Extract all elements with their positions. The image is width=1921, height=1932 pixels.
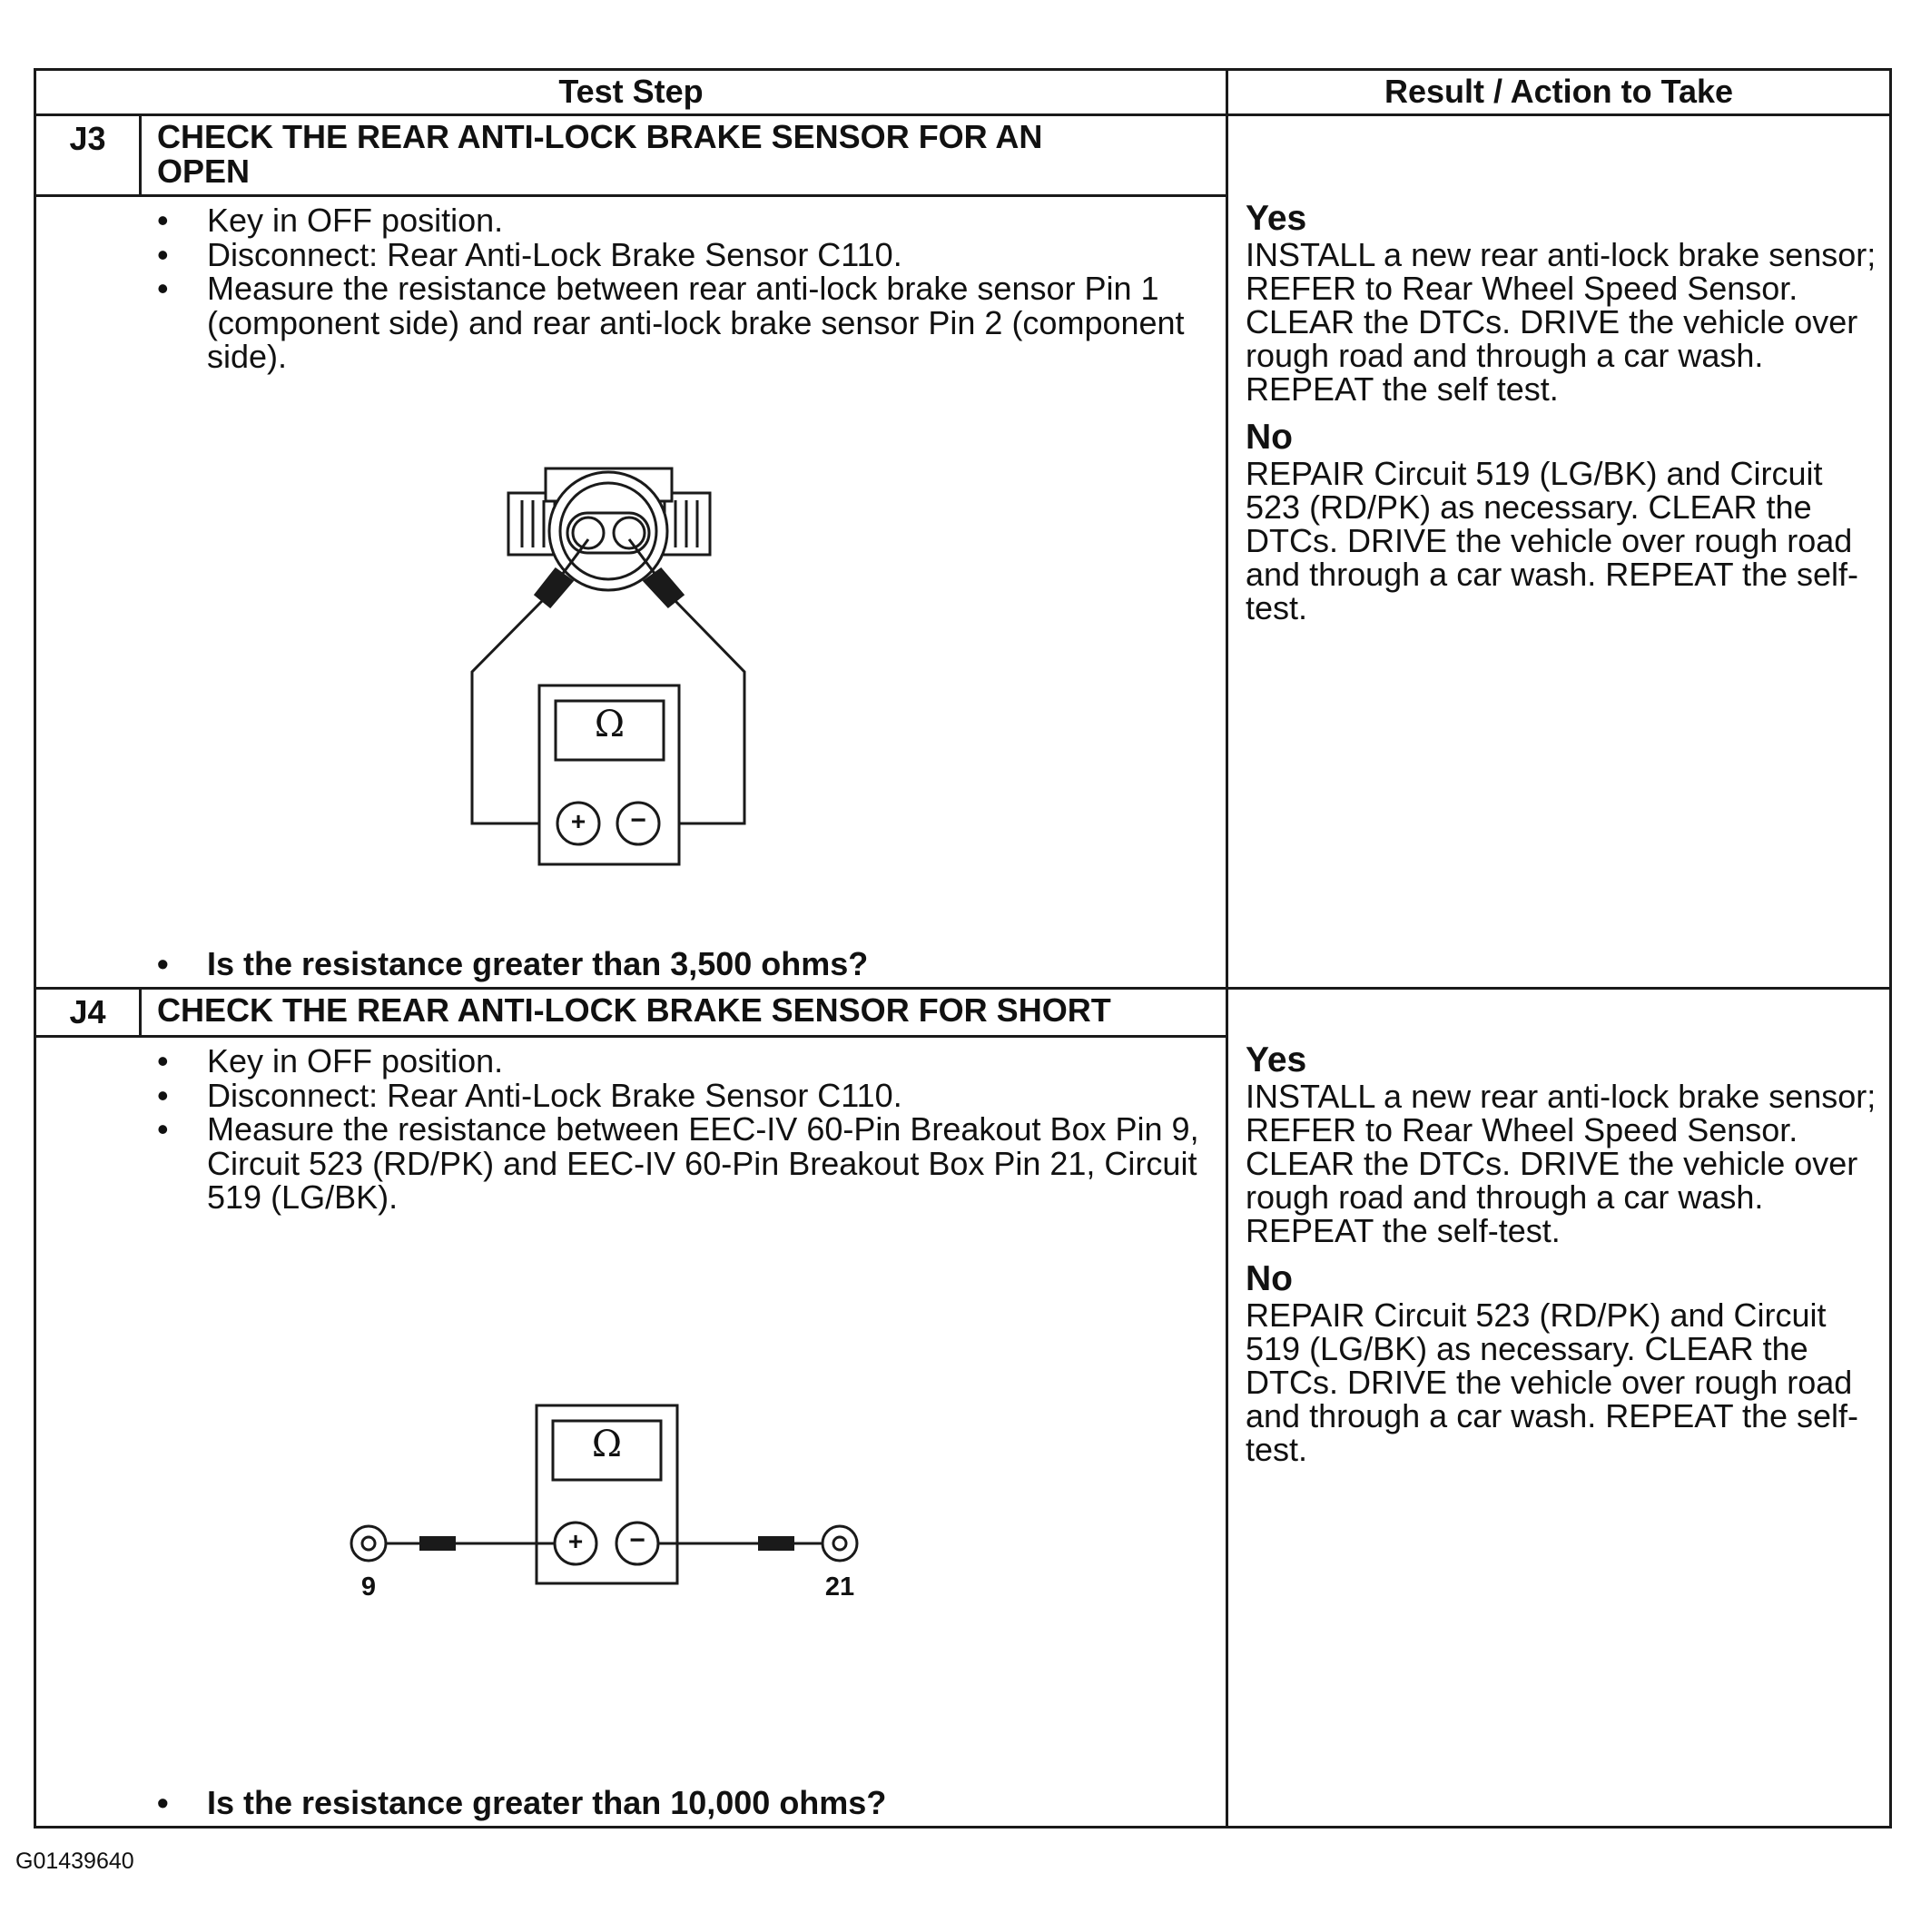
header-result-action: Result / Action to Take	[1384, 73, 1734, 110]
meter-plus-terminal-j4: +	[567, 1527, 584, 1555]
instruction-item: • Key in OFF position.	[157, 1044, 1210, 1079]
meter-minus-terminal-j4: −	[629, 1525, 645, 1555]
pin-label-9: 9	[360, 1572, 377, 1602]
step-title-j4: CHECK THE REAR ANTI-LOCK BRAKE SENSOR FOR SHORT	[157, 991, 1111, 1029]
step-title-j3-line2: OPEN	[157, 153, 251, 190]
yes-action-j4: INSTALL a new rear anti-lock brake sensor; REFER to Rear Wheel Speed Sensor. CLEAR the DTCs. DRIVE the vehicle over rough road and through a car wash. REPEAT the self-test.	[1246, 1078, 1877, 1249]
instruction-item: • Disconnect: Rear Anti-Lock Brake Sensor C110.	[157, 1079, 1210, 1113]
no-label-j4: No	[1246, 1259, 1293, 1298]
result-j4	[1246, 1041, 1881, 1479]
no-action-j4: REPAIR Circuit 523 (RD/PK) and Circuit 519 (LG/BK) as necessary. CLEAR the DTCs. DRIVE the vehicle over rough road and through a car wash. REPEAT the self-test.	[1246, 1296, 1859, 1468]
question-j3: • Is the resistance greater than 3,500 ohms?	[157, 946, 1260, 982]
question-j4: • Is the resistance greater than 10,000 ohms?	[157, 1785, 1260, 1821]
step-title-j3-line1: CHECK THE REAR ANTI-LOCK BRAKE SENSOR FOR AN	[157, 118, 1043, 155]
figure-id: G01439640	[15, 1848, 134, 1874]
instruction-item: • Key in OFF position.	[157, 203, 1210, 238]
yes-action-j3: INSTALL a new rear anti-lock brake sensor; REFER to Rear Wheel Speed Sensor. CLEAR the DTCs. DRIVE the vehicle over rough road and through a car wash. REPEAT the self test.	[1246, 236, 1877, 408]
meter-display-symbol-j4: Ω	[591, 1424, 623, 1465]
header-test-step: Test Step	[558, 73, 704, 110]
meter-minus-terminal-j3: −	[630, 805, 646, 835]
step-id-j4: J4	[69, 993, 106, 1030]
yes-label-j4: Yes	[1246, 1040, 1307, 1079]
meter-plus-terminal-j3: +	[570, 807, 586, 835]
instruction-item: • Measure the resistance between EEC-IV 60-Pin Breakout Box Pin 9, Circuit 523 (RD/PK) and EEC-IV 60-Pin Breakout Box Pin 21, Circuit 519 (LG/BK).	[157, 1112, 1210, 1215]
no-action-j3: REPAIR Circuit 519 (LG/BK) and Circuit 523 (RD/PK) as necessary. CLEAR the DTCs. DRIVE the vehicle over rough road and through a car wash. REPEAT the self-test.	[1246, 455, 1859, 626]
meter-display-symbol-j3: Ω	[594, 704, 626, 745]
step-id-j3: J3	[69, 120, 106, 157]
yes-label-j3: Yes	[1246, 199, 1307, 238]
no-label-j3: No	[1246, 418, 1293, 457]
instruction-item: • Measure the resistance between rear anti-lock brake sensor Pin 1 (component side) and rear anti-lock brake sensor Pin 2 (component side).	[157, 271, 1210, 374]
pin-label-21: 21	[824, 1572, 855, 1602]
instruction-item: • Disconnect: Rear Anti-Lock Brake Sensor C110.	[157, 238, 1210, 272]
